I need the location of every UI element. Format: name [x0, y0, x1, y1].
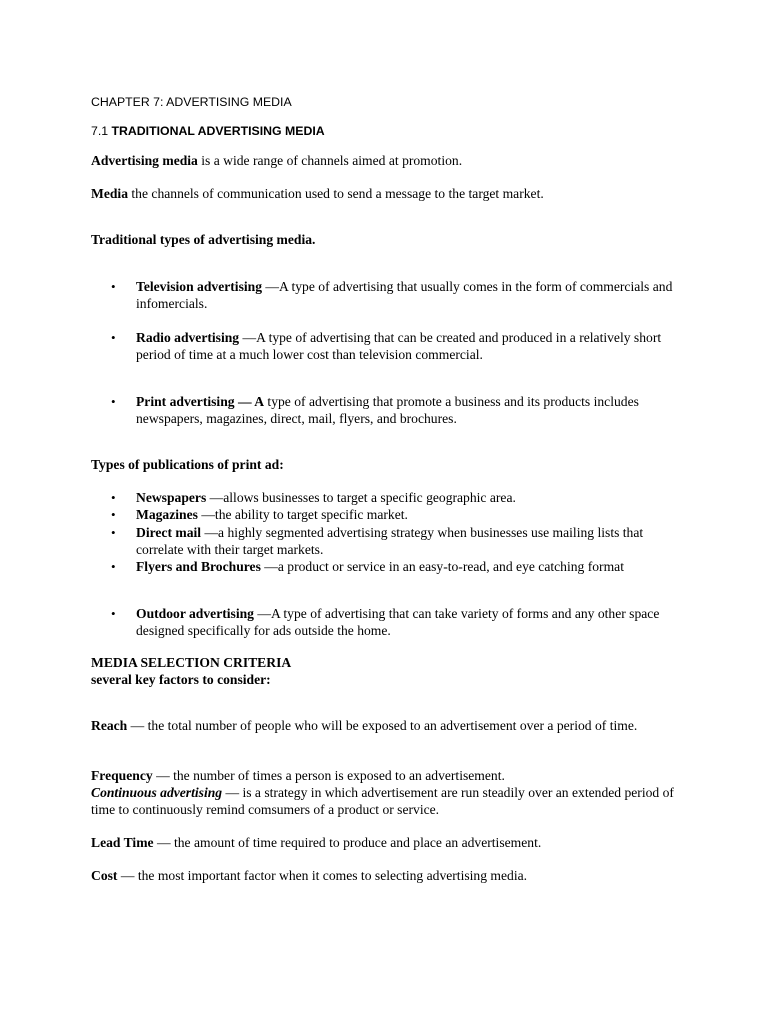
definition-term: Advertising media [91, 153, 198, 168]
list-item-text: —the ability to target specific market. [197, 507, 408, 522]
list-item-term: Direct mail [136, 525, 202, 540]
bullet: • [111, 490, 116, 505]
list-item-text: —A type of advertising that usually comes in the form of commercials and infomercials. [136, 279, 673, 311]
section-title: TRADITIONAL ADVERTISING MEDIA [111, 124, 325, 138]
section-number: 7.1 [91, 124, 112, 138]
criteria-subheading: several key factors to consider: [91, 672, 271, 687]
list-item-radio [111, 329, 681, 363]
factor-lead-time [91, 834, 691, 851]
list-item-flyers-brochures [111, 558, 716, 575]
bullet: • [111, 559, 116, 574]
definition-text: is a wide range of channels aimed at promotion. [197, 153, 463, 168]
factor-cost [91, 867, 691, 884]
factor-term: Reach [91, 718, 128, 733]
traditional-types-heading: Traditional types of advertising media. [91, 232, 316, 247]
factor-text: — is a strategy in which advertisement are run steadily over an extended period of time to continuously remind comsumers of a product or service. [91, 785, 674, 817]
list-item-text: —allows businesses to target a specific geographic area. [206, 490, 516, 505]
factor-text: — the total number of people who will be exposed to an advertisement over a period of time. [127, 718, 638, 733]
chapter-title: CHAPTER 7: ADVERTISING MEDIA [91, 95, 292, 109]
bullet: • [111, 330, 116, 345]
bullet: • [111, 525, 116, 540]
definition-text: the channels of communication used to send a message to the target market. [128, 186, 544, 201]
list-item-term: Television advertising [136, 279, 263, 294]
list-item-text: —A type of advertising that can take variety of forms and any other space designed specifically for ads outside the home. [136, 606, 660, 638]
factor-text: — the most important factor when it comes to selecting advertising media. [117, 868, 528, 883]
bullet: • [111, 507, 116, 522]
list-item-television [111, 278, 681, 312]
factor-term: Cost [91, 868, 118, 883]
bullet: • [111, 394, 116, 409]
list-item-print [111, 393, 656, 427]
list-item-magazines [111, 506, 696, 523]
list-item-term: Newspapers [136, 490, 207, 505]
factor-reach [91, 717, 656, 734]
factor-continuous-advertising [91, 784, 676, 818]
list-item-term: Radio advertising [136, 330, 240, 345]
section-heading [91, 123, 691, 140]
publications-heading: Types of publications of print ad: [91, 457, 284, 472]
list-item-newspapers [111, 489, 696, 506]
list-item-text: type of advertising that promote a business and its products includes newspapers, magazines, direct, mail, flyers, and brochures. [136, 394, 639, 426]
bullet: • [111, 279, 116, 294]
list-item-outdoor [111, 605, 676, 639]
factor-term: Lead Time [91, 835, 154, 850]
list-item-text: —a highly segmented advertising strategy when businesses use mailing lists that correlate with their target markets. [136, 525, 644, 557]
list-item-direct-mail [111, 524, 671, 558]
factor-text: — the amount of time required to produce and place an advertisement. [153, 835, 542, 850]
list-item-term: Outdoor advertising [136, 606, 254, 621]
list-item-term: Flyers and Brochures [136, 559, 261, 574]
factor-text: — the number of times a person is exposed to an advertisement. [152, 768, 505, 783]
list-item-term: Print advertising — A [136, 394, 265, 409]
definition-term: Media [91, 186, 128, 201]
factor-frequency [91, 767, 691, 784]
list-item-term: Magazines [136, 507, 198, 522]
definition-media [91, 185, 691, 202]
list-item-text: —A type of advertising that can be created and produced in a relatively short period of time at a much lower cost than television commercial. [136, 330, 662, 362]
bullet: • [111, 606, 116, 621]
list-item-text: —a product or service in an easy-to-read, and eye catching format [260, 559, 624, 574]
factor-term: Frequency [91, 768, 153, 783]
factor-term: Continuous advertising [91, 785, 223, 800]
definition-advertising-media [91, 152, 691, 169]
criteria-heading: MEDIA SELECTION CRITERIA [91, 655, 292, 670]
